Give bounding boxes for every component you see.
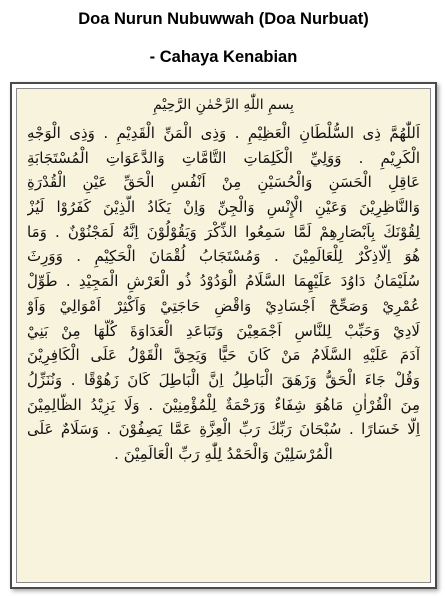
prayer-line: سُلَيْمَانُ دَاوُدَ عَلَيْهِمَا السَّلَامُ الْوَدُوْدُ ذُو الْعَرْشِ الْمَجِيْدِ . طَوِّلْ xyxy=(27,272,420,291)
basmala: بِسمِ اللّٰهِ الرَّحْمٰنِ الرَّحِيْمِ xyxy=(153,97,294,113)
prayer-line: عُمْرِيْ وَصَحِّحْ اَجْسَادِيْ وَاقْضِ حَاجَتِيْ وَاَكْثِرْ اَمْوَالِيْ وَاَوْ xyxy=(27,296,420,315)
prayer-line: الْكَرِيْمِ . وَوَلِيِّ الْكَلِمَاتِ التَّامَّاتِ وَالدَّعَوَاتِ الْمُسْتَجَابَةِ xyxy=(27,148,420,167)
prayer-line: آدَمَ عَلَيْهِ السَّلَامُ مَنْ كَانَ حَيًّا وَيَحِقَّ الْقَوْلُ عَلَى الْكَافِرِيْنَ xyxy=(27,346,420,365)
prayer-line: لَادِيْ وَحَبِّبْ لِلنَّاسِ اَجْمَعِيْنَ وَتَبَاعَدِ الْعَدَاوَةَ كُلَّهَا مِنْ بَنِيْ xyxy=(27,321,420,340)
prayer-card xyxy=(10,82,437,589)
prayer-line: مِنَ الْقُرْاٰنِ مَاهُوَ شِفَاءٌ وَرَحْمَةٌ لِلْمُؤْمِنِيْنَ . وَلَا يَزِيْدُ الظَّالِمِيْنَ xyxy=(27,395,420,414)
page-subtitle: - Cahaya Kenabian xyxy=(149,48,298,66)
page-title: Doa Nurun Nubuwwah (Doa Nurbuat) xyxy=(78,10,369,28)
prayer-text-panel xyxy=(16,88,431,583)
prayer-line: وَقُلْ جَاءَ الْحَقُّ وَزَهَقَ الْبَاطِلُ اِنَّ الْبَاطِلَ كَانَ زَهُوْقًا . وَنُنَزِّلُ xyxy=(27,370,420,389)
prayer-line: اِلَّا خَسَارًا . سُبْحَانَ رَبِّكَ رَبِّ الْعِزَّةِ عَمَّا يَصِفُوْنَ . وَسَلَامٌ عَلَى xyxy=(27,420,420,439)
prayer-line: هُوَ اِلَّاذِكْرٌ لِلْعَالَمِيْنَ . وَمُسْتَجَابُ لُقْمَانَ الْحَكِيْمِ . وَوَرِثَ xyxy=(27,247,420,266)
prayer-lines xyxy=(27,121,420,467)
prayer-line: لِقُوْنَكَ بِاَبْصَارِهِمْ لَمَّا سَمِعُوا الذِّكْرَ وَيَقُوْلُوْنَ اِنَّهُ لَمَجْنُوْنٌ . وَمَا xyxy=(27,222,420,241)
prayer-line: وَالنَّاظِرِيْنَ وَعَيْنِ الْإِنْسِ وَالْجِنِّ وَاِنْ يَكَادُ الَّذِيْنَ كَفَرُوْا لَيُزْ xyxy=(27,198,420,217)
prayer-line: عَاقِلِ الْحَسَنِ وَالْحُسَيْنِ مِنْ اَنْفُسِ الْحَقِّ عَيْنِ الْقُدْرَةِ xyxy=(27,173,420,192)
prayer-line: الْمُرْسَلِيْنَ وَالْحَمْدُ لِلّٰهِ رَبِّ الْعَالَمِيْنَ . xyxy=(114,444,333,463)
prayer-line: اَللّٰهُمَّ ذِى السُّلْطَانِ الْعَظِيْمِ . وَذِى الْمَنِّ الْقَدِيْمِ . وَذِى الْوَجْهِ xyxy=(27,124,420,142)
